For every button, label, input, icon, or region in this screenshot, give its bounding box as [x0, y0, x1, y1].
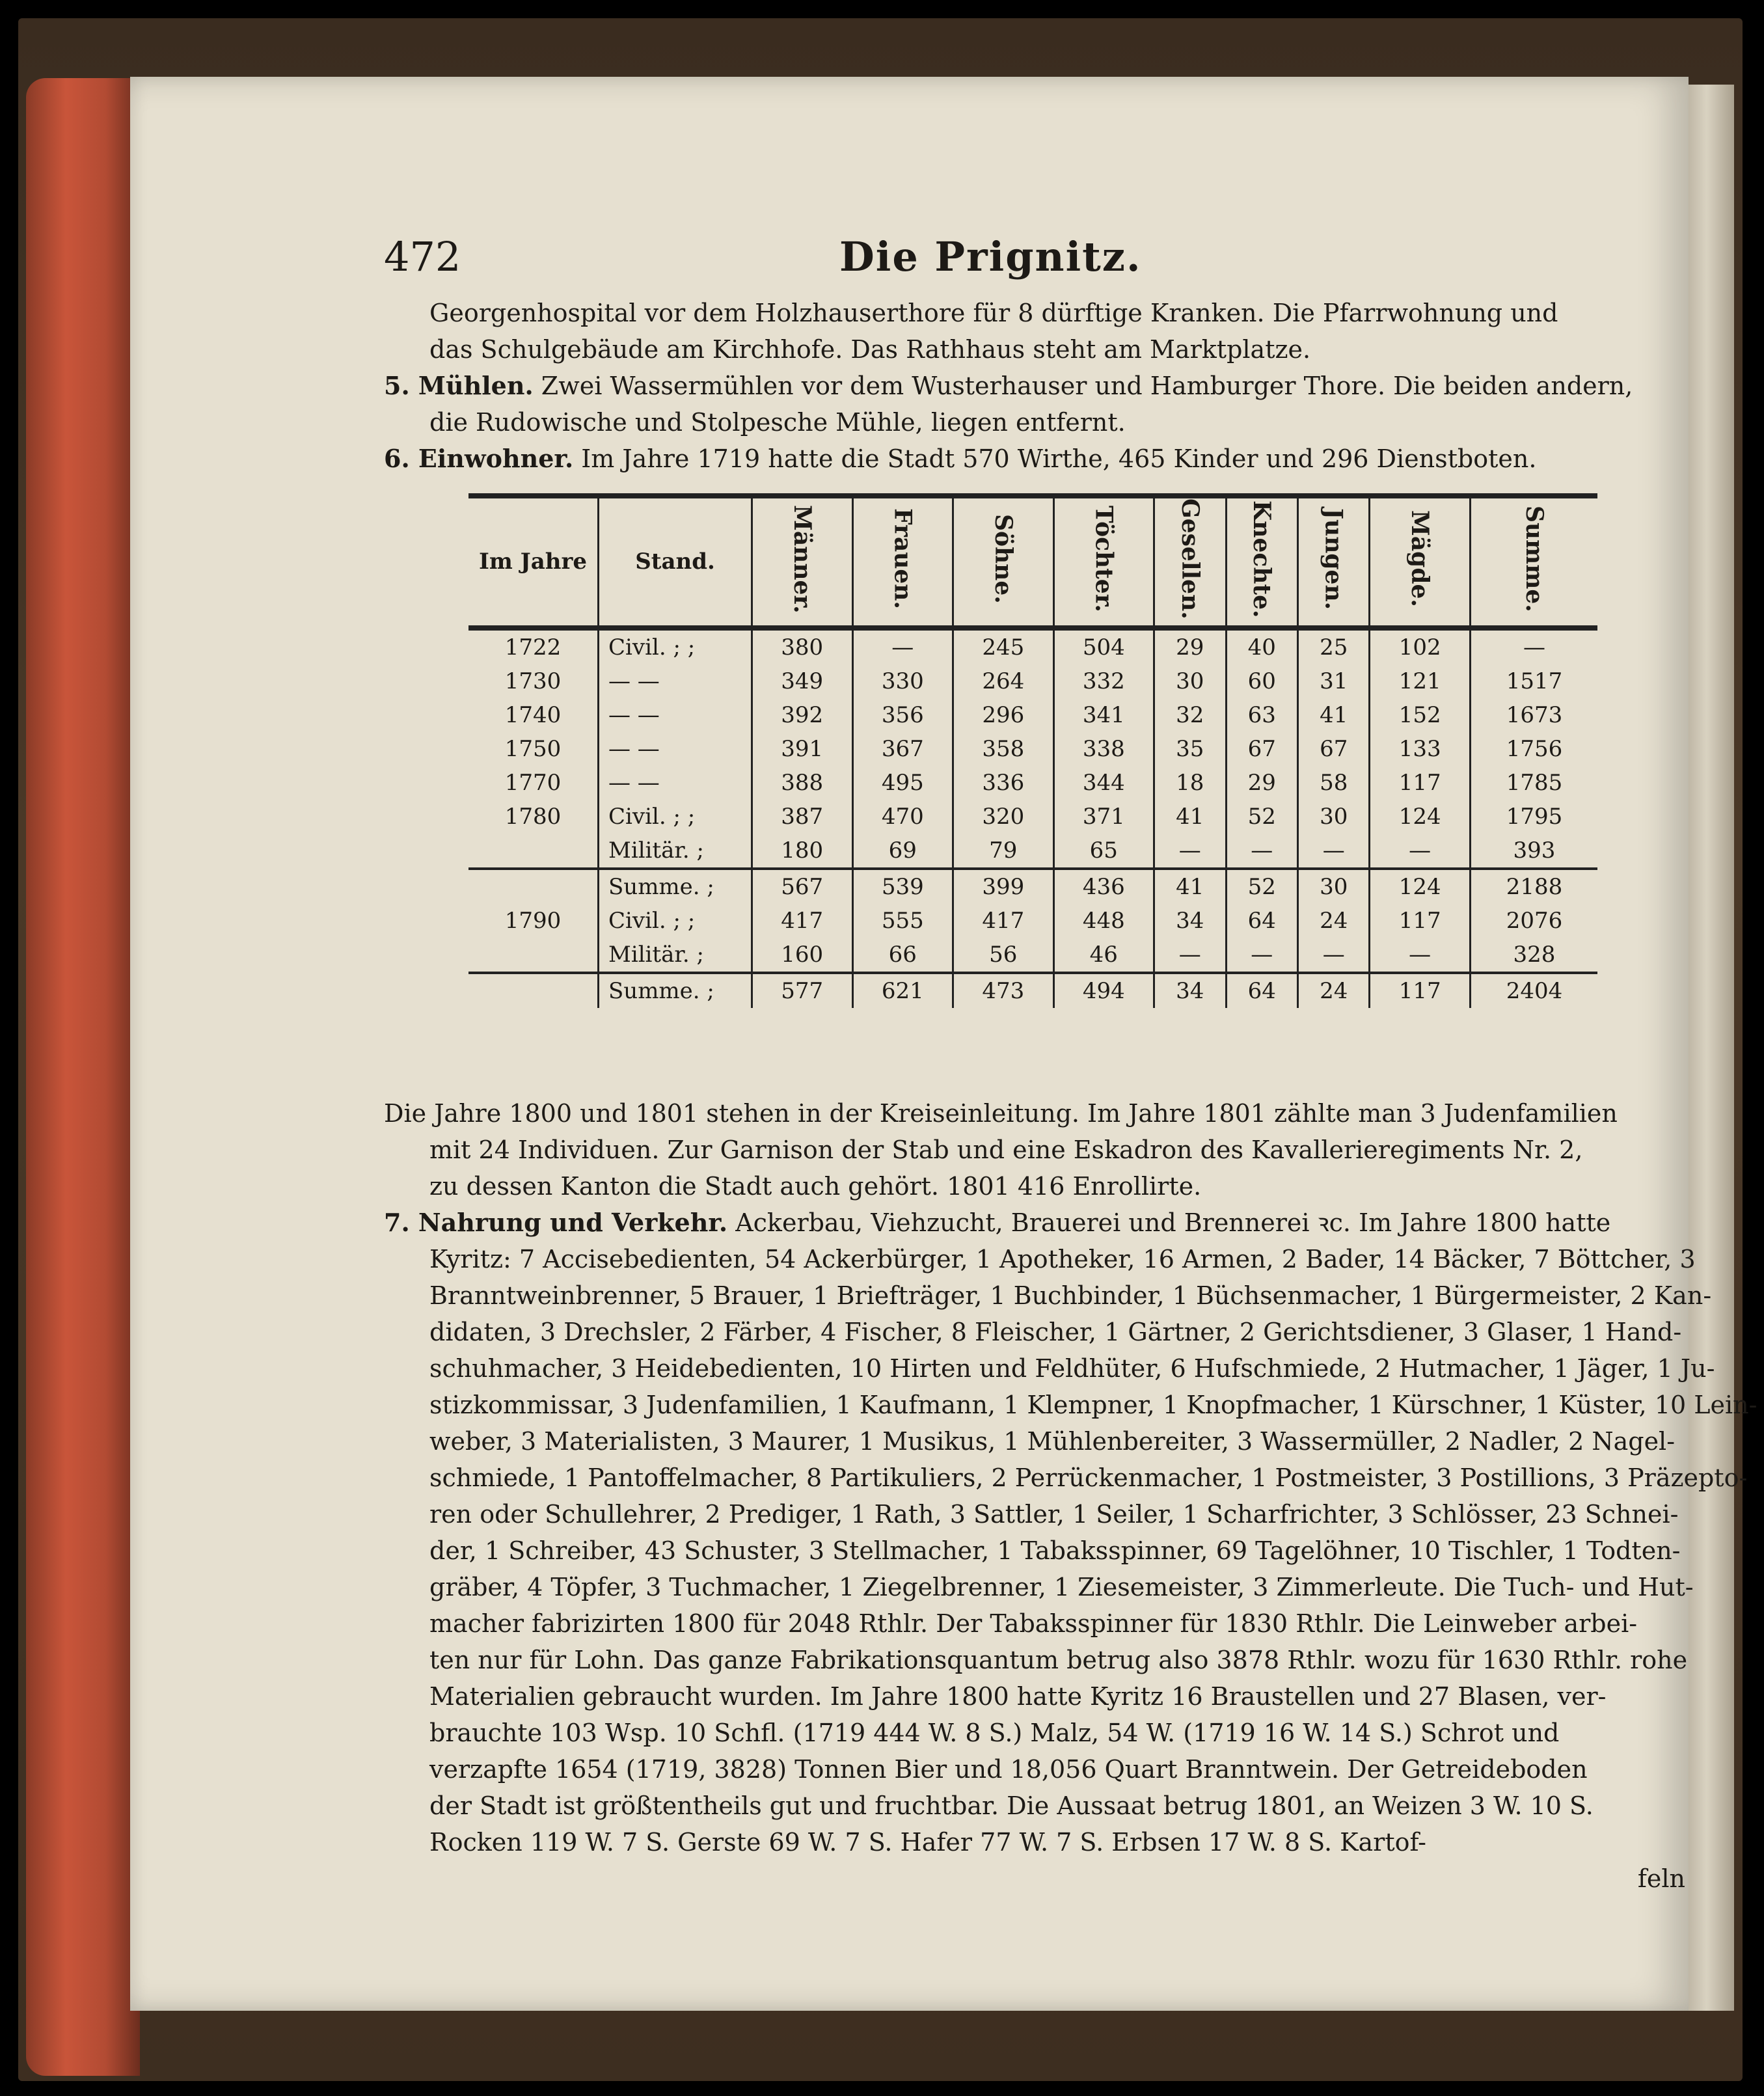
page-number: 472 — [384, 233, 461, 280]
table-cell: 264 — [953, 664, 1054, 698]
section-7-line: der Stadt ist größtentheils gut und fruchtbar. Die Aussaat betrug 1801, an Weizen 3 W. 10 S. — [429, 1791, 1594, 1820]
table-cell: 473 — [953, 973, 1054, 1008]
table-cell: 29 — [1226, 766, 1297, 800]
table-cell: 330 — [852, 664, 953, 698]
red-page-edge — [26, 78, 140, 2076]
table-cell: 621 — [852, 973, 953, 1008]
table-cell: 67 — [1297, 732, 1369, 766]
table-cell: 41 — [1154, 800, 1226, 834]
table-cell: — — [1154, 834, 1226, 869]
table-cell — [468, 869, 599, 904]
table-cell: 69 — [852, 834, 953, 869]
header-gesellen: Gesellen. — [1154, 496, 1226, 628]
table-cell: 1673 — [1470, 698, 1597, 732]
table-cell: 1730 — [504, 668, 562, 694]
table-cell: 495 — [852, 766, 953, 800]
section-7-line: verzapfte 1654 (1719, 3828) Tonnen Bier und 18,056 Quart Branntwein. Der Getreideboden — [429, 1755, 1588, 1784]
table-cell: Summe. ; — [599, 973, 752, 1008]
post-table-line: Die Jahre 1800 und 1801 stehen in der Kreiseinleitung. Im Jahre 1801 zählte man 3 Judenfamilien — [384, 1099, 1618, 1128]
section-5 — [384, 368, 1685, 404]
table-cell: 371 — [1053, 800, 1154, 834]
section-6-text: Im Jahre 1719 hatte die Stadt 570 Wirthe, 465 Kinder und 296 Dienstboten. — [581, 444, 1537, 473]
header-toechter: Töchter. — [1053, 496, 1154, 628]
table-cell: 448 — [1053, 904, 1154, 938]
table-cell: 296 — [953, 698, 1054, 732]
table-cell: 1740 — [504, 701, 562, 728]
table-cell: 320 — [953, 800, 1054, 834]
table-row — [468, 732, 1597, 766]
section-6-label: 6. Einwohner. — [384, 444, 574, 473]
table-cell: 245 — [953, 628, 1054, 664]
table-cell: 124 — [1370, 800, 1471, 834]
intro-paragraph — [384, 295, 1685, 477]
table-row — [468, 664, 1597, 698]
table-cell: 34 — [1154, 973, 1226, 1008]
table-row — [468, 973, 1597, 1008]
table-cell: 567 — [752, 869, 853, 904]
header-year: Im Jahre — [478, 549, 588, 575]
header-jungen: Jungen. — [1297, 496, 1369, 628]
table-cell: 388 — [752, 766, 853, 800]
table-cell: 180 — [752, 834, 853, 869]
table-cell: 393 — [1470, 834, 1597, 869]
table-cell: 56 — [953, 938, 1054, 973]
header-knechte: Knechte. — [1226, 496, 1297, 628]
table-cell: — — — [599, 766, 752, 800]
table-cell: 32 — [1154, 698, 1226, 732]
table-cell: 65 — [1053, 834, 1154, 869]
table-cell: — — — [599, 732, 752, 766]
table-cell: 380 — [752, 628, 853, 664]
section-7-line: Materialien gebraucht wurden. Im Jahre 1800 hatte Kyritz 16 Braustellen und 27 Blasen, ver- — [429, 1682, 1607, 1711]
table-header-row — [468, 496, 1597, 628]
table-row — [468, 698, 1597, 732]
table-cell: — — [1370, 834, 1471, 869]
section-7-line: stizkommissar, 3 Judenfamilien, 1 Kaufmann, 1 Klempner, 1 Knopfmacher, 1 Kürschner, 1 Küster, 10 Lein- — [429, 1391, 1757, 1419]
section-7-line: Kyritz: 7 Accisebedienten, 54 Ackerbürger, 1 Apotheker, 16 Armen, 2 Bader, 14 Bäcker, 7 Böttcher, 3 — [429, 1245, 1696, 1273]
header-maegde: Mägde. — [1370, 496, 1471, 628]
table-cell: 46 — [1053, 938, 1154, 973]
section-7-first-line: Ackerbau, Viehzucht, Brauerei und Brennerei ꝛc. Im Jahre 1800 hatte — [735, 1208, 1611, 1237]
table-cell: 66 — [852, 938, 953, 973]
table-cell: 494 — [1053, 973, 1154, 1008]
table-cell: — — [1226, 834, 1297, 869]
section-7 — [384, 1205, 1685, 1241]
table-cell: 470 — [852, 800, 953, 834]
table-cell: Militär. ; — [599, 938, 752, 973]
table-cell: 58 — [1297, 766, 1369, 800]
table-cell: 338 — [1053, 732, 1154, 766]
section-7-line: Rocken 119 W. 7 S. Gerste 69 W. 7 S. Hafer 77 W. 7 S. Erbsen 17 W. 8 S. Kartof- — [429, 1828, 1427, 1857]
book-page — [130, 77, 1757, 2011]
table-cell: 63 — [1226, 698, 1297, 732]
right-page-leaves — [1689, 85, 1734, 2011]
section-5-text: Zwei Wassermühlen vor dem Wusterhauser und Hamburger Thore. Die beiden andern, — [541, 372, 1633, 400]
table-cell — [468, 973, 599, 1008]
section-7-line: macher fabrizirten 1800 für 2048 Rthlr. Der Tabaksspinner für 1830 Rthlr. Die Leinweber arbei- — [429, 1609, 1638, 1638]
header-frauen: Frauen. — [852, 496, 953, 628]
table-cell: 52 — [1226, 869, 1297, 904]
table-cell: — — [1297, 938, 1369, 973]
table-cell: 2188 — [1470, 869, 1597, 904]
table-cell — [468, 834, 599, 869]
table-cell: 1780 — [504, 803, 562, 830]
table-cell: Militär. ; — [599, 834, 752, 869]
table-cell: 124 — [1370, 869, 1471, 904]
table-cell: — — [852, 628, 953, 664]
table-cell: Civil. ; ; — [599, 904, 752, 938]
table-cell: 18 — [1154, 766, 1226, 800]
header-maenner: Männer. — [752, 496, 853, 628]
table-row — [468, 869, 1597, 904]
table-body — [468, 628, 1597, 1008]
table-cell: 555 — [852, 904, 953, 938]
header-summe: Summe. — [1470, 496, 1597, 628]
page-title: Die Prignitz. — [839, 233, 1142, 280]
table-cell: — — [1470, 628, 1597, 664]
table-cell: 417 — [752, 904, 853, 938]
table-row — [468, 766, 1597, 800]
table-cell: Civil. ; ; — [599, 800, 752, 834]
section-7-label: 7. Nahrung und Verkehr. — [384, 1208, 728, 1237]
table-cell: 367 — [852, 732, 953, 766]
intro-line: das Schulgebäude am Kirchhofe. Das Rathhaus steht am Marktplatze. — [429, 335, 1311, 364]
table-row — [468, 800, 1597, 834]
table-cell: 1756 — [1470, 732, 1597, 766]
section-7-lines — [384, 1241, 1757, 1860]
table-cell: 160 — [752, 938, 853, 973]
table-cell: 539 — [852, 869, 953, 904]
table-cell: — — [1297, 834, 1369, 869]
table-row — [468, 904, 1597, 938]
section-5-label: 5. Mühlen. — [384, 371, 534, 400]
table-cell: 1722 — [504, 634, 562, 660]
table-cell: 41 — [1297, 698, 1369, 732]
section-6 — [384, 441, 1685, 477]
table-cell: 1790 — [504, 907, 562, 934]
table-cell: 40 — [1226, 628, 1297, 664]
table-cell: 341 — [1053, 698, 1154, 732]
post-table-line: zu dessen Kanton die Stadt auch gehört. 1801 416 Enrollirte. — [429, 1172, 1202, 1201]
table-cell: 436 — [1053, 869, 1154, 904]
section-7-line: ten nur für Lohn. Das ganze Fabrikationsquantum betrug also 3878 Rthlr. wozu für 1630 Rthlr. rohe — [429, 1646, 1688, 1674]
table-cell: 391 — [752, 732, 853, 766]
section-7-line: didaten, 3 Drechsler, 2 Färber, 4 Fischer, 8 Fleischer, 1 Gärtner, 2 Gerichtsdiener, 3 Glaser, 1 Hand- — [429, 1318, 1682, 1346]
section-7-line: schuhmacher, 3 Heidebedienten, 10 Hirten und Feldhüter, 6 Hufschmiede, 2 Hutmacher, 1 Jäger, 1 Ju- — [429, 1354, 1715, 1383]
table-cell: 392 — [752, 698, 853, 732]
table-cell: 1770 — [504, 769, 562, 796]
table-cell: 30 — [1297, 869, 1369, 904]
table-row — [468, 628, 1597, 664]
table-cell: 152 — [1370, 698, 1471, 732]
section-7-line: der, 1 Schreiber, 43 Schuster, 3 Stellmacher, 1 Tabaksspinner, 69 Tagelöhner, 10 Tischler, 1 Todten- — [429, 1536, 1681, 1565]
header-stand: Stand. — [599, 496, 752, 628]
table-cell: 358 — [953, 732, 1054, 766]
header-soehne: Söhne. — [953, 496, 1054, 628]
table-cell: 25 — [1297, 628, 1369, 664]
table-cell: — — [1154, 938, 1226, 973]
table-cell: 577 — [752, 973, 853, 1008]
table-cell: — — — [599, 664, 752, 698]
section-7-line: brauchte 103 Wsp. 10 Schfl. (1719 444 W. 8 S.) Malz, 54 W. (1719 16 W. 14 S.) Schrot und — [429, 1719, 1560, 1747]
table-cell: 31 — [1297, 664, 1369, 698]
table-row — [468, 834, 1597, 869]
table-row — [468, 938, 1597, 973]
table-cell: 64 — [1226, 904, 1297, 938]
post-table-line: mit 24 Individuen. Zur Garnison der Stab und eine Eskadron des Kavallerieregiments Nr. 2, — [429, 1136, 1583, 1164]
table-cell: 417 — [953, 904, 1054, 938]
table-cell: 117 — [1370, 904, 1471, 938]
table-cell: 1785 — [1470, 766, 1597, 800]
table-cell: 30 — [1297, 800, 1369, 834]
table-cell: 117 — [1370, 973, 1471, 1008]
table-cell: 399 — [953, 869, 1054, 904]
table-cell: 121 — [1370, 664, 1471, 698]
section-7-line: ren oder Schullehrer, 2 Prediger, 1 Rath, 3 Sattler, 1 Seiler, 1 Scharfrichter, 3 Schlösser, 23 Schnei- — [429, 1500, 1679, 1529]
table-cell: 387 — [752, 800, 853, 834]
table-cell: — — [1370, 938, 1471, 973]
section-7-line: Branntweinbrenner, 5 Brauer, 1 Briefträger, 1 Buchbinder, 1 Büchsenmacher, 1 Bürgermeister, 2 Kan- — [429, 1281, 1712, 1310]
table-cell: 117 — [1370, 766, 1471, 800]
table-cell: 24 — [1297, 973, 1369, 1008]
table-cell: 34 — [1154, 904, 1226, 938]
table-cell: 328 — [1470, 938, 1597, 973]
table-cell: 332 — [1053, 664, 1154, 698]
table-cell: 356 — [852, 698, 953, 732]
table-cell: 2076 — [1470, 904, 1597, 938]
post-table-text — [384, 1095, 1757, 1897]
table-cell: 30 — [1154, 664, 1226, 698]
catchword: feln — [1637, 1864, 1685, 1893]
table-cell: 336 — [953, 766, 1054, 800]
table-cell: Summe. ; — [599, 869, 752, 904]
section-5-line: die Rudowische und Stolpesche Mühle, liegen entfernt. — [429, 408, 1126, 437]
table-cell: 102 — [1370, 628, 1471, 664]
table-cell: 1750 — [504, 735, 562, 762]
census-table — [468, 493, 1597, 1008]
table-cell: 133 — [1370, 732, 1471, 766]
table-cell: 2404 — [1470, 973, 1597, 1008]
table-cell: 60 — [1226, 664, 1297, 698]
section-7-line: gräber, 4 Töpfer, 3 Tuchmacher, 1 Ziegelbrenner, 1 Ziesemeister, 3 Zimmerleute. Die Tuch- und Hut- — [429, 1573, 1694, 1601]
table-cell: 1517 — [1470, 664, 1597, 698]
table-cell: — — — [599, 698, 752, 732]
intro-line: Georgenhospital vor dem Holzhauserthore für 8 dürftige Kranken. Die Pfarrwohnung und — [429, 299, 1558, 327]
table-cell: 35 — [1154, 732, 1226, 766]
table-cell: 344 — [1053, 766, 1154, 800]
table-cell: 24 — [1297, 904, 1369, 938]
table-cell: 79 — [953, 834, 1054, 869]
page-header — [130, 226, 1689, 305]
table-cell: 504 — [1053, 628, 1154, 664]
table-cell: 349 — [752, 664, 853, 698]
table-cell: — — [1226, 938, 1297, 973]
table-cell: 52 — [1226, 800, 1297, 834]
table-cell: 67 — [1226, 732, 1297, 766]
table-cell: 1795 — [1470, 800, 1597, 834]
table-cell: Civil. ; ; — [599, 628, 752, 664]
table-cell: 64 — [1226, 973, 1297, 1008]
section-7-line: weber, 3 Materialisten, 3 Maurer, 1 Musikus, 1 Mühlenbereiter, 3 Wassermüller, 2 Nadler, 2 Nagel- — [429, 1427, 1676, 1456]
table-cell — [468, 938, 599, 973]
table-cell: 41 — [1154, 869, 1226, 904]
table-cell: 29 — [1154, 628, 1226, 664]
section-7-line: schmiede, 1 Pantoffelmacher, 8 Partikuliers, 2 Perrückenmacher, 1 Postmeister, 3 Postillions, 3 Präzepto- — [429, 1463, 1748, 1492]
